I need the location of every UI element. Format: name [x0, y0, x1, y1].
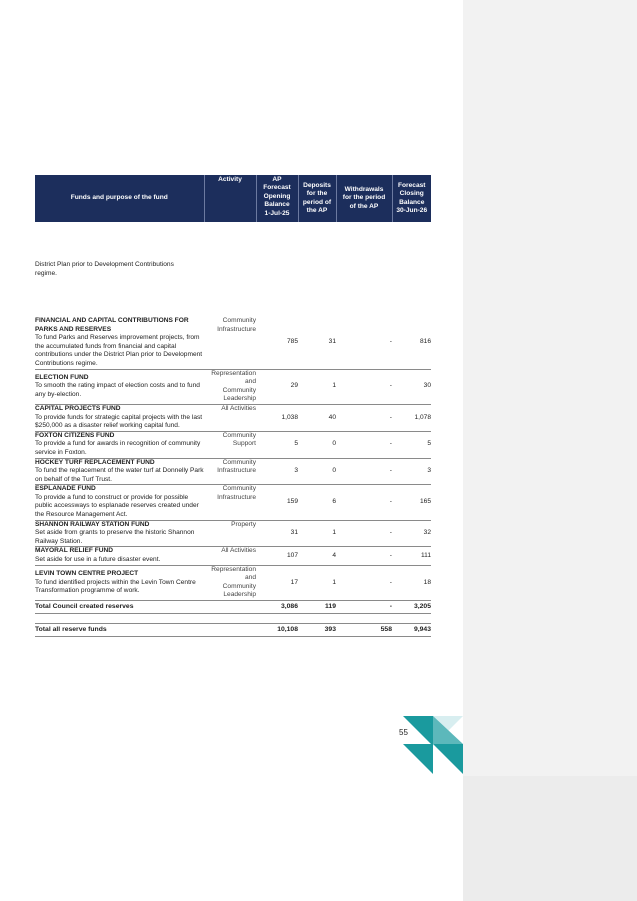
header-deposits: Deposits for the period of the AP	[298, 175, 336, 222]
withdrawals: -	[336, 485, 392, 520]
deposits: 31	[298, 317, 336, 369]
fund-activity: Community Infrastructure	[204, 317, 256, 369]
council-total-row	[35, 601, 431, 614]
closing-balance: 18	[392, 565, 431, 600]
fund-purpose	[35, 547, 204, 565]
deposits: 0	[298, 458, 336, 485]
table-row	[35, 317, 431, 369]
fund-activity: Representation and Community Leadership	[204, 369, 256, 404]
closing-balance: 1,078	[392, 404, 431, 431]
fund-description: Set aside for use in a future disaster event.	[35, 556, 161, 564]
withdrawals: -	[336, 404, 392, 431]
fund-activity: Community Infrastructure	[204, 458, 256, 485]
council-logo-icon	[403, 716, 463, 774]
opening-balance: 3	[256, 458, 298, 485]
withdrawals: -	[336, 565, 392, 600]
withdrawals: -	[336, 520, 392, 547]
fund-description: To provide funds for strategic capital projects with the last $250,000 as a disaster relief working capital fund.	[35, 413, 203, 430]
table-row	[35, 485, 431, 520]
fund-purpose	[35, 317, 204, 369]
fund-purpose	[35, 485, 204, 520]
header-withdrawals: Withdrawals for the period of the AP	[336, 175, 392, 222]
fund-description: To fund identified projects within the Levin Town Centre Transformation programme of work.	[35, 578, 196, 595]
withdrawals: -	[336, 458, 392, 485]
closing-balance: 3	[392, 458, 431, 485]
table-row	[35, 404, 431, 431]
opening-balance: 5	[256, 431, 298, 458]
continuation-text: District Plan prior to Development Contributions regime.	[35, 260, 174, 277]
header-fund: Funds and purpose of the fund	[35, 175, 204, 222]
fund-description: To smooth the rating impact of election costs and to fund any by-election.	[35, 382, 200, 399]
table-row	[35, 520, 431, 547]
grand-total-label: Total all reserve funds	[35, 624, 204, 637]
closing-balance: 165	[392, 485, 431, 520]
fund-activity: Community Infrastructure	[204, 485, 256, 520]
withdrawals: -	[336, 369, 392, 404]
fund-purpose	[35, 458, 204, 485]
comment-margin-upper	[463, 0, 637, 776]
opening-balance: 785	[256, 317, 298, 369]
fund-name: FINANCIAL AND CAPITAL CONTRIBUTIONS FOR PARKS AND RESERVES	[35, 317, 189, 333]
table-row	[35, 458, 431, 485]
deposits: 1	[298, 369, 336, 404]
comment-margin-lower	[463, 776, 637, 901]
fund-name: SHANNON RAILWAY STATION FUND	[35, 520, 150, 528]
comment-margin-panel	[463, 0, 637, 901]
table-row	[35, 431, 431, 458]
fund-description: To provide a fund for awards in recognition of community service in Foxton.	[35, 440, 201, 456]
fund-description: To fund the replacement of the water turf at Donnelly Park on behalf of the Turf Trust.	[35, 467, 204, 483]
grand-total-deposits: 393	[298, 624, 336, 637]
council-total-withdrawals: -	[336, 601, 392, 614]
fund-description: Set aside from grants to preserve the historic Shannon Railway Station.	[35, 529, 195, 545]
fund-name: HOCKEY TURF REPLACEMENT FUND	[35, 458, 155, 466]
grand-total-row	[35, 624, 431, 637]
table-header-row	[35, 175, 431, 222]
fund-activity: All Activities	[204, 547, 256, 565]
fund-purpose	[35, 520, 204, 547]
opening-balance: 1,038	[256, 404, 298, 431]
closing-balance: 5	[392, 431, 431, 458]
table-row	[35, 369, 431, 404]
grand-total-closing: 9,943	[392, 624, 431, 637]
logo-shape-top	[403, 716, 433, 746]
fund-purpose	[35, 404, 204, 431]
logo-shape-bottom-right	[433, 744, 463, 774]
continuation-row	[35, 222, 431, 317]
fund-name: FOXTON CITIZENS FUND	[35, 431, 115, 439]
deposits: 4	[298, 547, 336, 565]
fund-activity: Representation and Community Leadership	[204, 565, 256, 600]
opening-balance: 29	[256, 369, 298, 404]
fund-purpose	[35, 565, 204, 600]
opening-balance: 17	[256, 565, 298, 600]
fund-name: CAPITAL PROJECTS FUND	[35, 404, 121, 412]
deposits: 40	[298, 404, 336, 431]
opening-balance: 107	[256, 547, 298, 565]
header-opening-balance: AP Forecast Opening Balance 1-Jul-25	[256, 175, 298, 222]
fund-activity: All Activities	[204, 404, 256, 431]
header-closing-balance: Forecast Closing Balance 30-Jun-26	[392, 175, 431, 222]
withdrawals: -	[336, 317, 392, 369]
opening-balance: 31	[256, 520, 298, 547]
closing-balance: 32	[392, 520, 431, 547]
deposits: 0	[298, 431, 336, 458]
page-number: 55	[399, 728, 408, 737]
deposits: 6	[298, 485, 336, 520]
fund-activity: Property	[204, 520, 256, 547]
spacer-row	[35, 614, 431, 624]
closing-balance: 30	[392, 369, 431, 404]
opening-balance: 159	[256, 485, 298, 520]
fund-name: ESPLANADE FUND	[35, 485, 96, 493]
fund-activity: Community Support	[204, 431, 256, 458]
reserve-funds-table	[35, 175, 431, 637]
fund-name: ELECTION FUND	[35, 373, 89, 381]
council-total-opening: 3,086	[256, 601, 298, 614]
header-activity: Activity	[204, 175, 256, 222]
fund-purpose	[35, 431, 204, 458]
fund-purpose	[35, 369, 204, 404]
deposits: 1	[298, 520, 336, 547]
council-total-closing: 3,205	[392, 601, 431, 614]
grand-total-withdrawals: 558	[336, 624, 392, 637]
fund-name: MAYORAL RELIEF FUND	[35, 547, 114, 555]
table-row	[35, 565, 431, 600]
council-total-deposits: 119	[298, 601, 336, 614]
council-total-label: Total Council created reserves	[35, 601, 204, 614]
fund-description: To fund Parks and Reserves improvement projects, from the accumulated funds from financial and capital contributions under the District Plan prior to Development Contributions regime.	[35, 334, 203, 367]
table-row	[35, 547, 431, 565]
fund-description: To provide a fund to construct or provide for possible public accessways to esplanade reserves created under the Resource Management Act.	[35, 493, 199, 519]
grand-total-opening: 10,108	[256, 624, 298, 637]
fund-name: LEVIN TOWN CENTRE PROJECT	[35, 569, 139, 577]
withdrawals: -	[336, 431, 392, 458]
deposits: 1	[298, 565, 336, 600]
closing-balance: 816	[392, 317, 431, 369]
withdrawals: -	[336, 547, 392, 565]
closing-balance: 111	[392, 547, 431, 565]
